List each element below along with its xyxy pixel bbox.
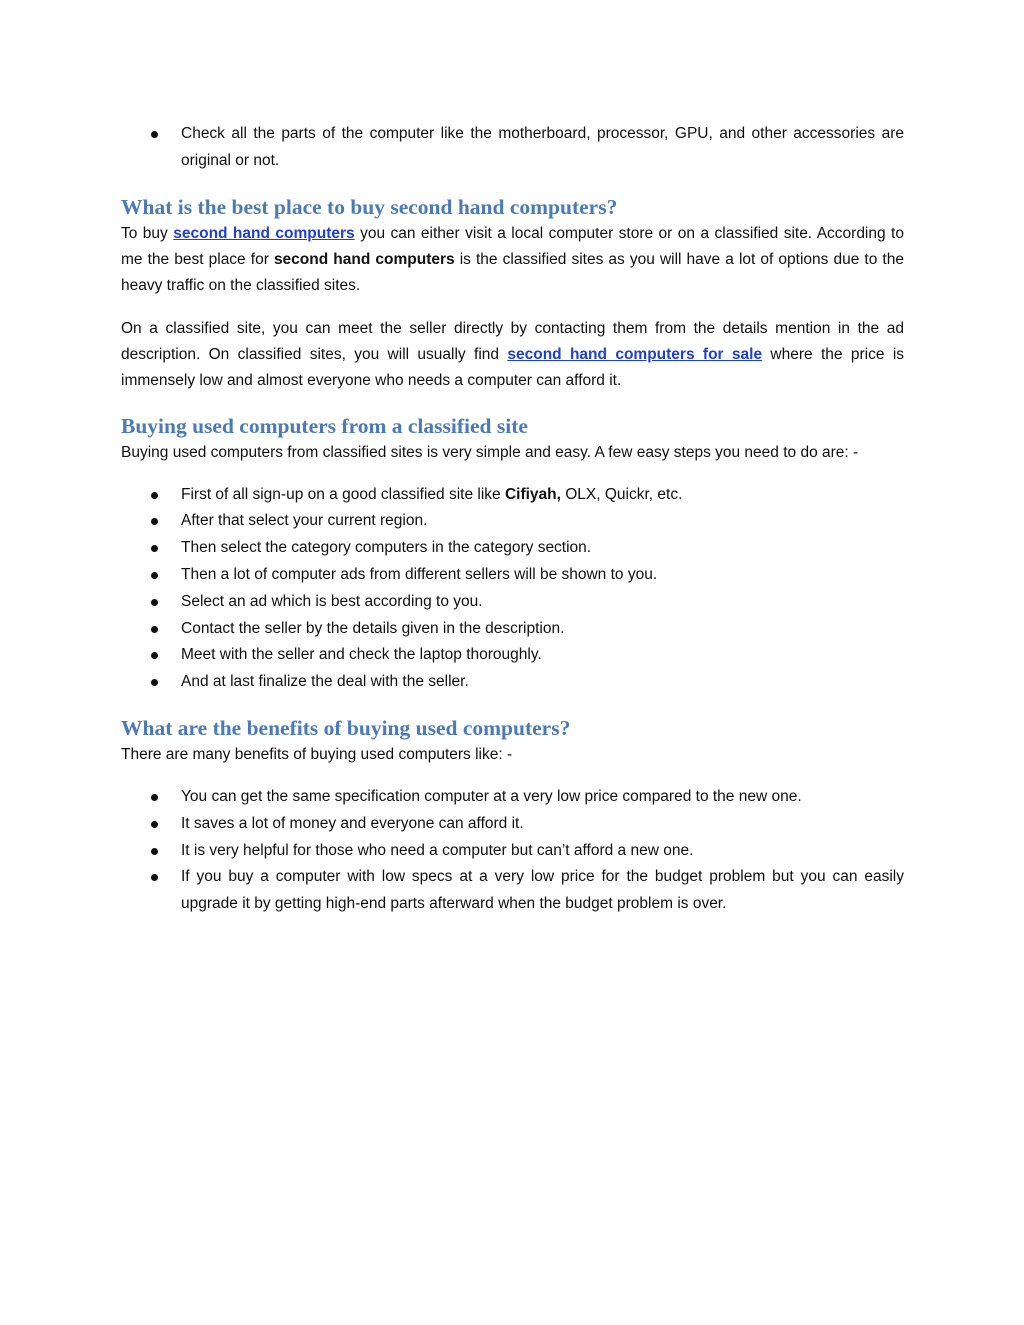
bullet-icon [151, 626, 158, 633]
list-item-text: If you buy a computer with low specs at a very low price for the budget problem but you can easily upgrade it by getting high-end parts afterward when the budget problem is over. [181, 868, 904, 913]
list-item [121, 589, 904, 616]
bullet-icon [151, 599, 158, 606]
list-item [121, 669, 904, 696]
list-item [121, 508, 904, 535]
list-item [121, 482, 904, 509]
paragraph-best-place [121, 221, 904, 299]
list-item [121, 616, 904, 643]
section-heading-best-place: What is the best place to buy second hand computers? [121, 194, 618, 219]
second-hand-computers-link[interactable]: second hand computers [173, 224, 355, 242]
second-hand-computers-for-sale-link[interactable]: second hand computers for sale [507, 345, 763, 363]
bold-text: second hand computers [273, 250, 455, 268]
section-heading-buying-used: Buying used computers from a classified site [121, 413, 528, 438]
paragraph-text: To buy [121, 224, 174, 242]
document-page [121, 121, 904, 918]
list-item [121, 642, 904, 669]
bold-text: Cifiyah, [504, 485, 561, 503]
bullet-icon [151, 848, 158, 855]
list-item-text: You can get the same specification computer at a very low price compared to the new one. [181, 787, 802, 805]
list-item-text: After that select your current region. [181, 512, 428, 530]
paragraph-buying-used: Buying used computers from classified sites is very simple and easy. A few easy steps you need to do are: - [121, 443, 859, 461]
paragraph-benefits: There are many benefits of buying used computers like: - [121, 745, 513, 763]
list-item-text: It saves a lot of money and everyone can afford it. [181, 814, 524, 832]
list-item [121, 562, 904, 589]
list-item-text: First of all sign-up on a good classified site like [181, 485, 505, 503]
list-item-text: It is very helpful for those who need a computer but can’t afford a new one. [181, 841, 694, 859]
list-item [121, 838, 904, 865]
paragraph-text: you can either visit a local computer store or on a classified site. According to me the best place for [121, 224, 904, 268]
section-heading-benefits: What are the benefits of buying used computers? [121, 715, 571, 740]
list-item [121, 864, 904, 918]
intro-bullet-list [121, 121, 904, 175]
bullet-icon [151, 679, 158, 686]
list-item-text: Check all the parts of the computer like the motherboard, processor, GPU, and other accessories are original or not. [181, 125, 904, 169]
bullet-icon [151, 821, 158, 828]
list-item [121, 535, 904, 562]
list-item-text: Then a lot of computer ads from different sellers will be shown to you. [181, 565, 658, 583]
steps-bullet-list [121, 482, 904, 696]
list-item-text: Contact the seller by the details given in the description. [181, 619, 565, 637]
bullet-icon [151, 572, 158, 579]
bullet-icon [151, 874, 158, 881]
list-item [121, 784, 904, 811]
list-item [121, 121, 904, 175]
list-item-text: Select an ad which is best according to you. [181, 592, 483, 610]
bullet-icon [151, 518, 158, 525]
bullet-icon [151, 545, 158, 552]
list-item [121, 811, 904, 838]
benefits-bullet-list [121, 784, 904, 918]
paragraph-text: where the price is immensely low and almost everyone who needs a computer can afford it. [121, 345, 905, 389]
bullet-icon [151, 492, 158, 499]
paragraph-text: On a classified site, you can meet the seller directly by contacting them from the details mention in the ad description. On classified sites, you will usually find [121, 319, 904, 363]
paragraph-text: is the classified sites as you will have a lot of options due to the heavy traffic on the classified sites. [121, 250, 904, 294]
list-item-text: Meet with the seller and check the laptop thoroughly. [181, 646, 542, 664]
bullet-icon [151, 131, 158, 138]
list-item-text: OLX, Quickr, etc. [560, 485, 683, 503]
bullet-icon [151, 794, 158, 801]
list-item-text: Then select the category computers in the category section. [181, 539, 592, 557]
paragraph-classified-site [121, 316, 904, 394]
list-item-text: And at last finalize the deal with the seller. [181, 673, 469, 691]
bullet-icon [151, 652, 158, 659]
